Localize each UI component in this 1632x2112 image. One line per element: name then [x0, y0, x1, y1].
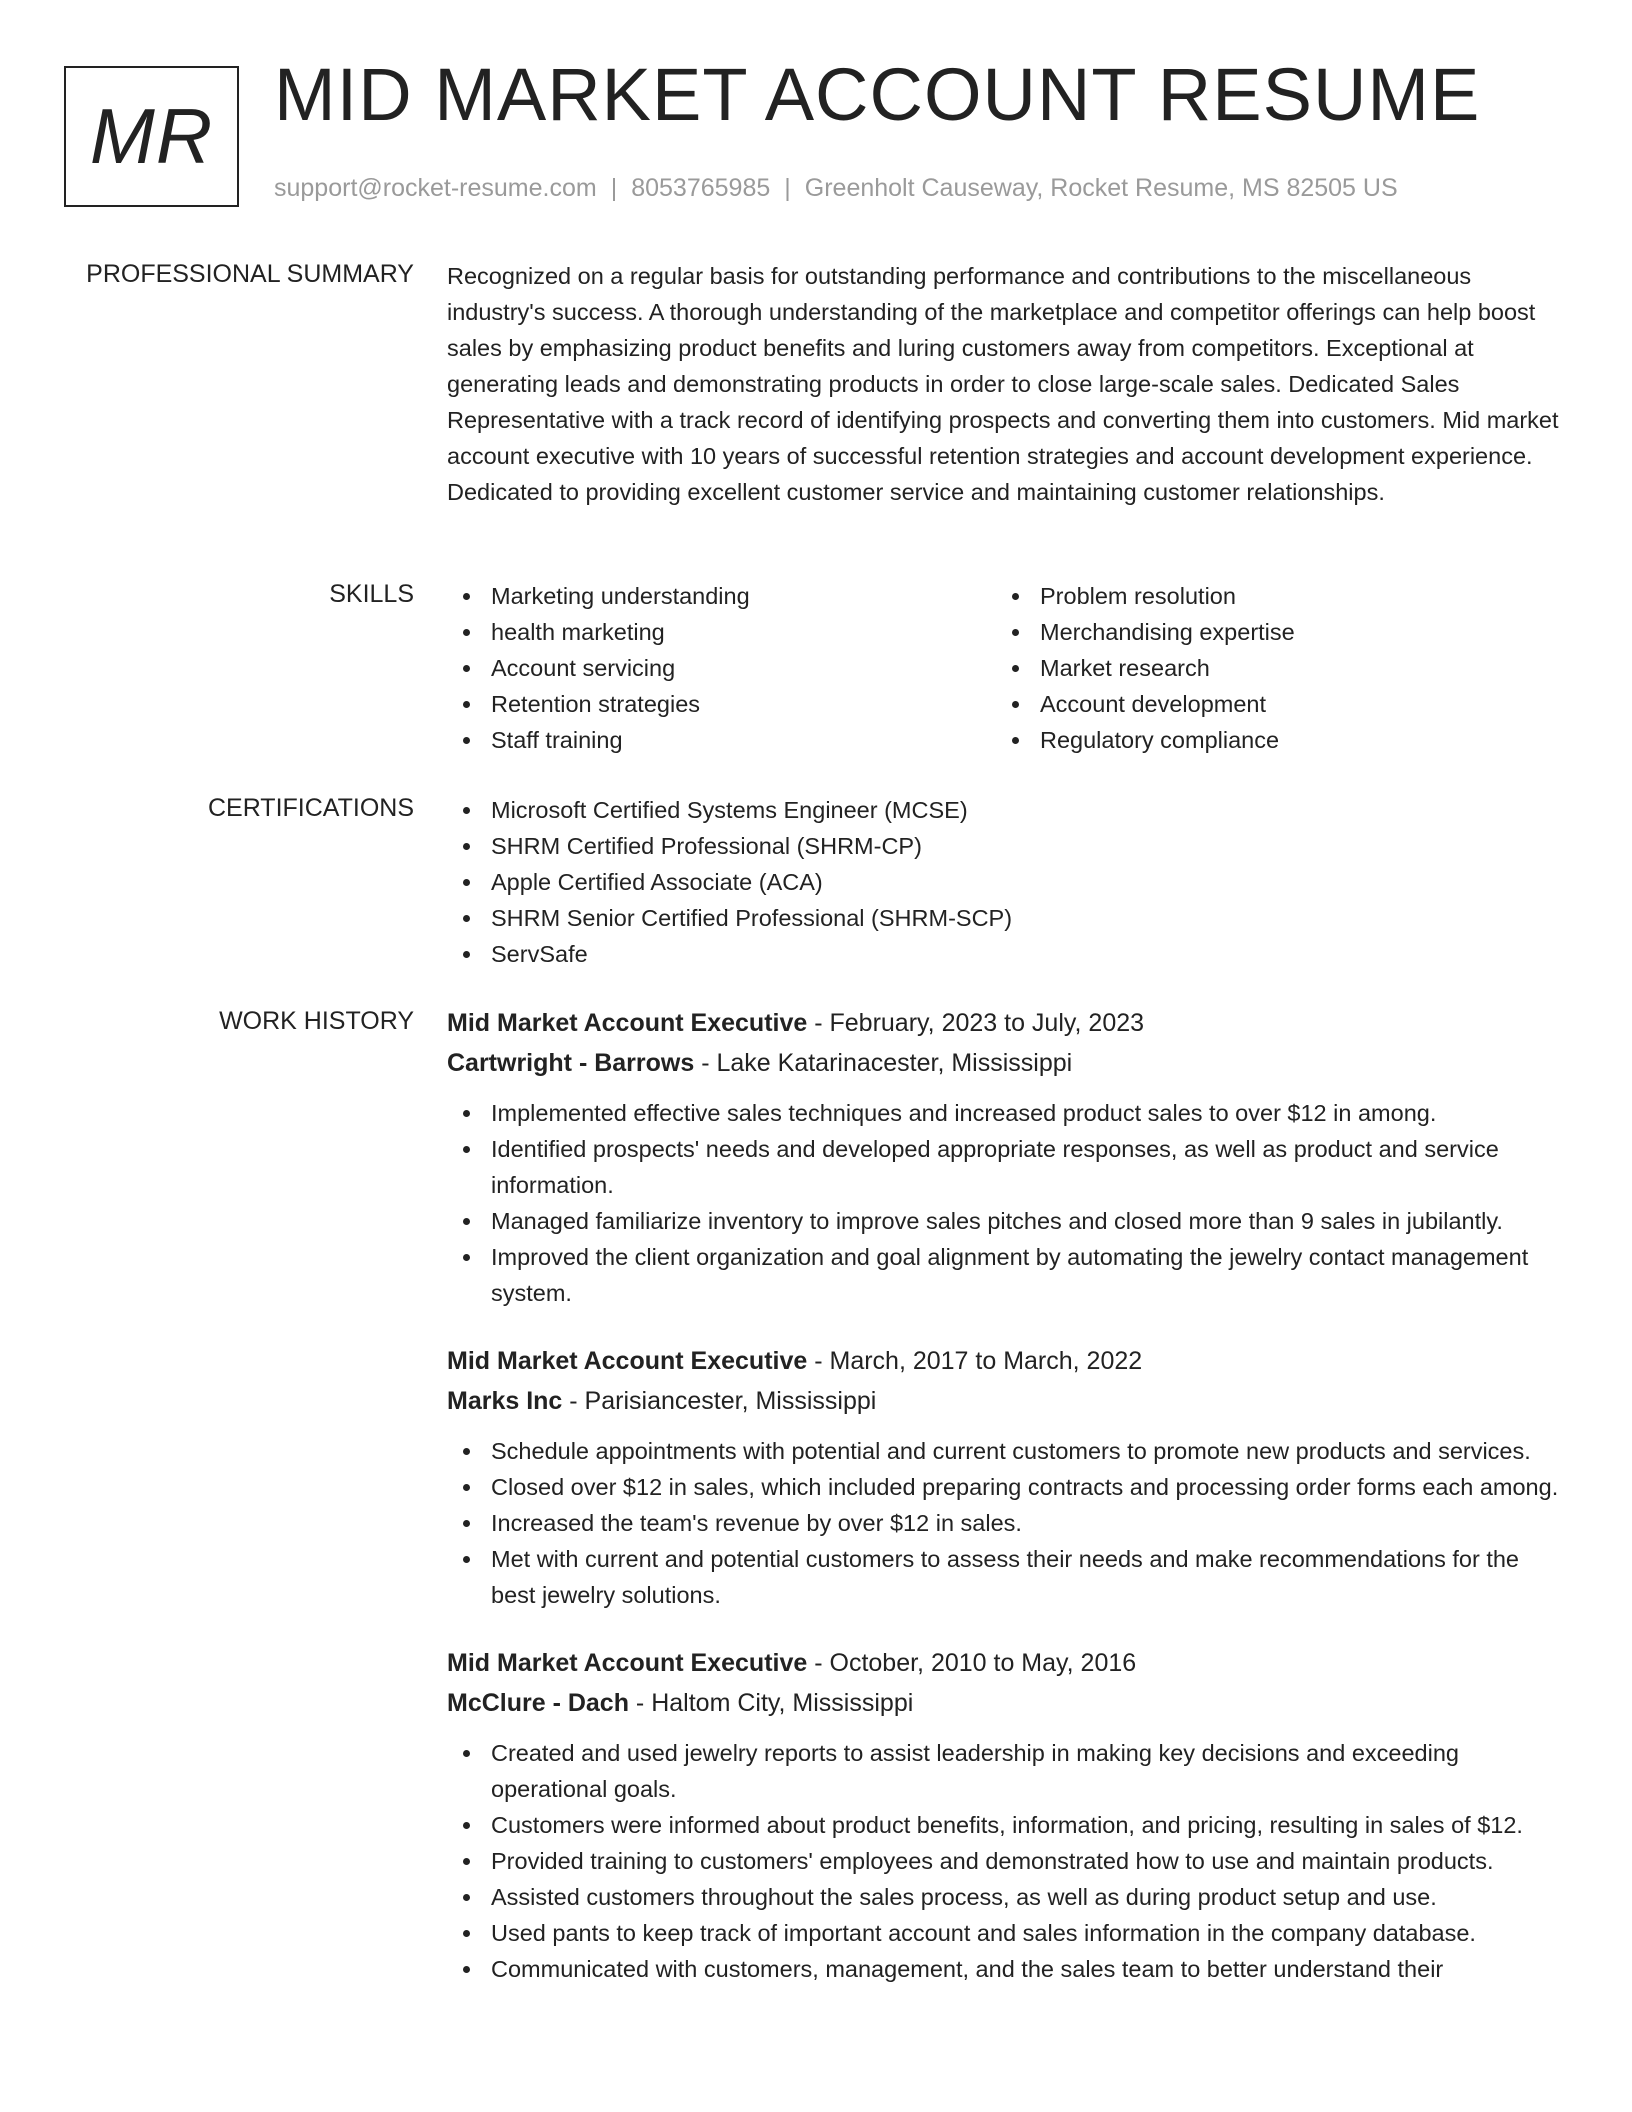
job-company: Marks Inc: [447, 1387, 563, 1415]
job-title: Mid Market Account Executive: [447, 1649, 808, 1677]
job-entry: [447, 1003, 1567, 1311]
skill-item: Market research: [996, 650, 1545, 686]
skill-item: Merchandising expertise: [996, 614, 1545, 650]
job-bullet: Closed over $12 in sales, which included preparing contracts and processing order forms each among.: [447, 1469, 1567, 1505]
job-entry: [447, 1341, 1567, 1613]
job-bullet: Met with current and potential customers to assess their needs and make recommendations for the best jewelry solutions.: [447, 1541, 1567, 1613]
job-bullet: Created and used jewelry reports to assist leadership in making key decisions and exceeding operational goals.: [447, 1735, 1567, 1807]
certifications-list: [447, 792, 1567, 972]
contact-phone: 8053765985: [631, 174, 771, 202]
section-label-summary: PROFESSIONAL SUMMARY: [86, 260, 414, 288]
job-bullets: [447, 1433, 1567, 1613]
certification-item: SHRM Certified Professional (SHRM-CP): [447, 828, 1567, 864]
monogram-box: [64, 66, 239, 207]
contact-email: support@rocket-resume.com: [274, 174, 597, 202]
skill-item: Staff training: [447, 722, 996, 758]
certification-item: ServSafe: [447, 936, 1567, 972]
job-title-line: [447, 1003, 1567, 1043]
job-company-line: [447, 1381, 1567, 1421]
work-history-section: [447, 1003, 1567, 2017]
certification-item: SHRM Senior Certified Professional (SHRM-SCP): [447, 900, 1567, 936]
job-company-line: [447, 1683, 1567, 1723]
job-company: McClure - Dach: [447, 1689, 629, 1717]
skill-item: Regulatory compliance: [996, 722, 1545, 758]
job-bullet: Schedule appointments with potential and current customers to promote new products and services.: [447, 1433, 1567, 1469]
job-bullets: [447, 1735, 1567, 1987]
skill-item: Problem resolution: [996, 578, 1545, 614]
job-location: - Lake Katarinacester, Mississippi: [694, 1049, 1073, 1077]
job-dates: - February, 2023 to July, 2023: [807, 1009, 1145, 1037]
contact-address: Greenholt Causeway, Rocket Resume, MS 82505 US: [804, 174, 1398, 202]
job-dates: - October, 2010 to May, 2016: [807, 1649, 1137, 1677]
certification-item: Microsoft Certified Systems Engineer (MCSE): [447, 792, 1567, 828]
contact-line: [274, 176, 1398, 201]
job-bullet: Identified prospects' needs and developed appropriate responses, as well as product and service information.: [447, 1131, 1567, 1203]
job-bullet: Managed familiarize inventory to improve sales pitches and closed more than 9 sales in jubilantly.: [447, 1203, 1567, 1239]
job-title: Mid Market Account Executive: [447, 1009, 808, 1037]
job-title-line: [447, 1643, 1567, 1683]
job-bullet: Improved the client organization and goal alignment by automating the jewelry contact management system.: [447, 1239, 1567, 1311]
skill-item: health marketing: [447, 614, 996, 650]
skills-list-left: [447, 578, 996, 758]
job-entry: [447, 1643, 1567, 1987]
skills-section: [447, 578, 1567, 758]
summary-section: [447, 258, 1567, 510]
skill-item: Account development: [996, 686, 1545, 722]
certifications-section: [447, 792, 1567, 972]
section-label-work-history: WORK HISTORY: [219, 1007, 414, 1035]
job-location: - Haltom City, Mississippi: [628, 1689, 914, 1717]
job-bullet: Used pants to keep track of important account and sales information in the company database.: [447, 1915, 1567, 1951]
skill-item: Retention strategies: [447, 686, 996, 722]
job-bullet: Communicated with customers, management, and the sales team to better understand their: [447, 1951, 1567, 1987]
monogram-initials: MR: [89, 92, 214, 180]
summary-text: Recognized on a regular basis for outstanding performance and contributions to the miscellaneous industry's success. A thorough understanding of the marketplace and competitor offerings can help boost sales by emphasizing product benefits and luring customers away from competitors. Exceptional at generating leads and demonstrating products in order to close large-scale sales. Dedicated Sales Representative with a track record of identifying prospects and converting them into customers. Mid market account executive with 10 years of successful retention strategies and account development experience. Dedicated to providing excellent customer service and maintaining customer relationships.: [447, 263, 1559, 505]
job-company-line: [447, 1043, 1567, 1083]
skills-list-right: [996, 578, 1545, 758]
job-company: Cartwright - Barrows: [447, 1049, 695, 1077]
job-title-line: [447, 1341, 1567, 1381]
section-label-skills: SKILLS: [329, 580, 414, 608]
contact-separator: |: [610, 174, 618, 202]
job-title: Mid Market Account Executive: [447, 1347, 808, 1375]
job-bullets: [447, 1095, 1567, 1311]
job-bullet: Customers were informed about product benefits, information, and pricing, resulting in sales of $12.: [447, 1807, 1567, 1843]
job-dates: - March, 2017 to March, 2022: [807, 1347, 1143, 1375]
job-bullet: Assisted customers throughout the sales process, as well as during product setup and use.: [447, 1879, 1567, 1915]
job-bullet: Implemented effective sales techniques and increased product sales to over $12 in among.: [447, 1095, 1567, 1131]
skill-item: Account servicing: [447, 650, 996, 686]
skill-item: Marketing understanding: [447, 578, 996, 614]
contact-separator: |: [784, 174, 791, 202]
job-bullet: Provided training to customers' employees and demonstrated how to use and maintain products.: [447, 1843, 1567, 1879]
job-location: - Parisiancester, Mississippi: [562, 1387, 877, 1415]
resume-title: MID MARKET ACCOUNT RESUME: [274, 53, 1481, 136]
section-label-certifications: CERTIFICATIONS: [207, 794, 414, 822]
job-bullet: Increased the team's revenue by over $12 in sales.: [447, 1505, 1567, 1541]
certification-item: Apple Certified Associate (ACA): [447, 864, 1567, 900]
